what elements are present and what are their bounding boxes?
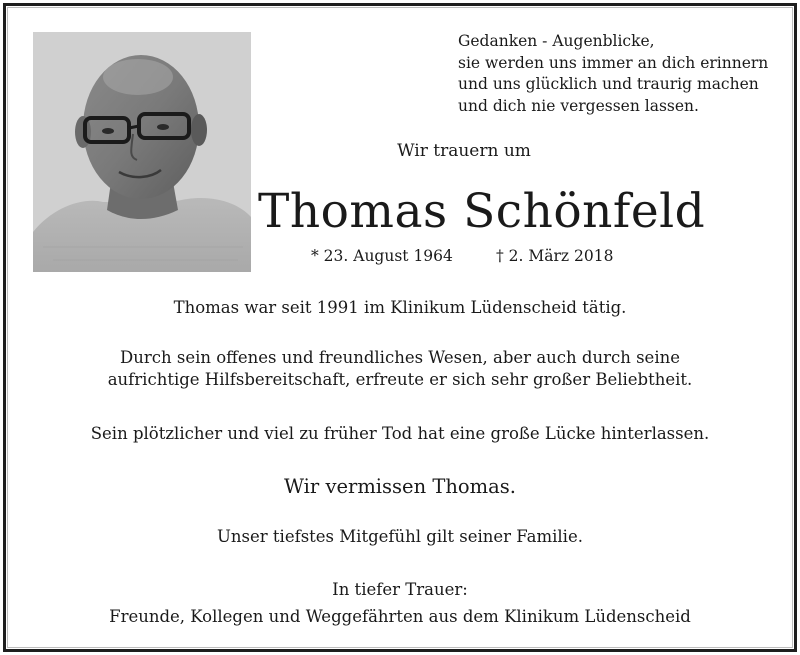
career-text: Thomas war seit 1991 im Klinikum Lüdenscheid tätig. xyxy=(173,298,627,317)
closing-text: In tiefer Trauer: xyxy=(332,580,468,599)
tribute-line-2: aufrichtige Hilfsbereitschaft, erfreute er sich sehr großer Beliebtheit. xyxy=(107,370,693,389)
mourning-intro: Wir trauern um xyxy=(397,141,531,161)
poem-line: sie werden uns immer an dich erinnern xyxy=(458,53,769,72)
portrait-photo xyxy=(33,32,251,272)
condolence-text: Unser tiefstes Mitgefühl gilt seiner Familie. xyxy=(217,527,583,546)
miss-heading: Wir vermissen Thomas. xyxy=(283,475,516,498)
poem-line: und uns glücklich und traurig machen xyxy=(458,75,759,93)
signature-text: Freunde, Kollegen und Weggefährten aus dem Klinikum Lüdenscheid xyxy=(109,607,691,626)
tribute-line-1: Durch sein offenes und freundliches Wesen, aber auch durch seine xyxy=(120,348,680,367)
loss-text: Sein plötzlicher und viel zu früher Tod hat eine große Lücke hinterlassen. xyxy=(90,424,710,443)
memorial-poem xyxy=(458,31,788,117)
death-date: † 2. März 2018 xyxy=(496,247,614,265)
poem-line: und dich nie vergessen lassen. xyxy=(458,96,699,115)
portrait-illustration xyxy=(33,32,251,272)
poem-line: Gedanken - Augenblicke, xyxy=(458,32,655,50)
tribute-text xyxy=(0,347,800,391)
birth-date: * 23. August 1964 xyxy=(311,247,453,265)
deceased-name: Thomas Schönfeld xyxy=(258,184,706,239)
